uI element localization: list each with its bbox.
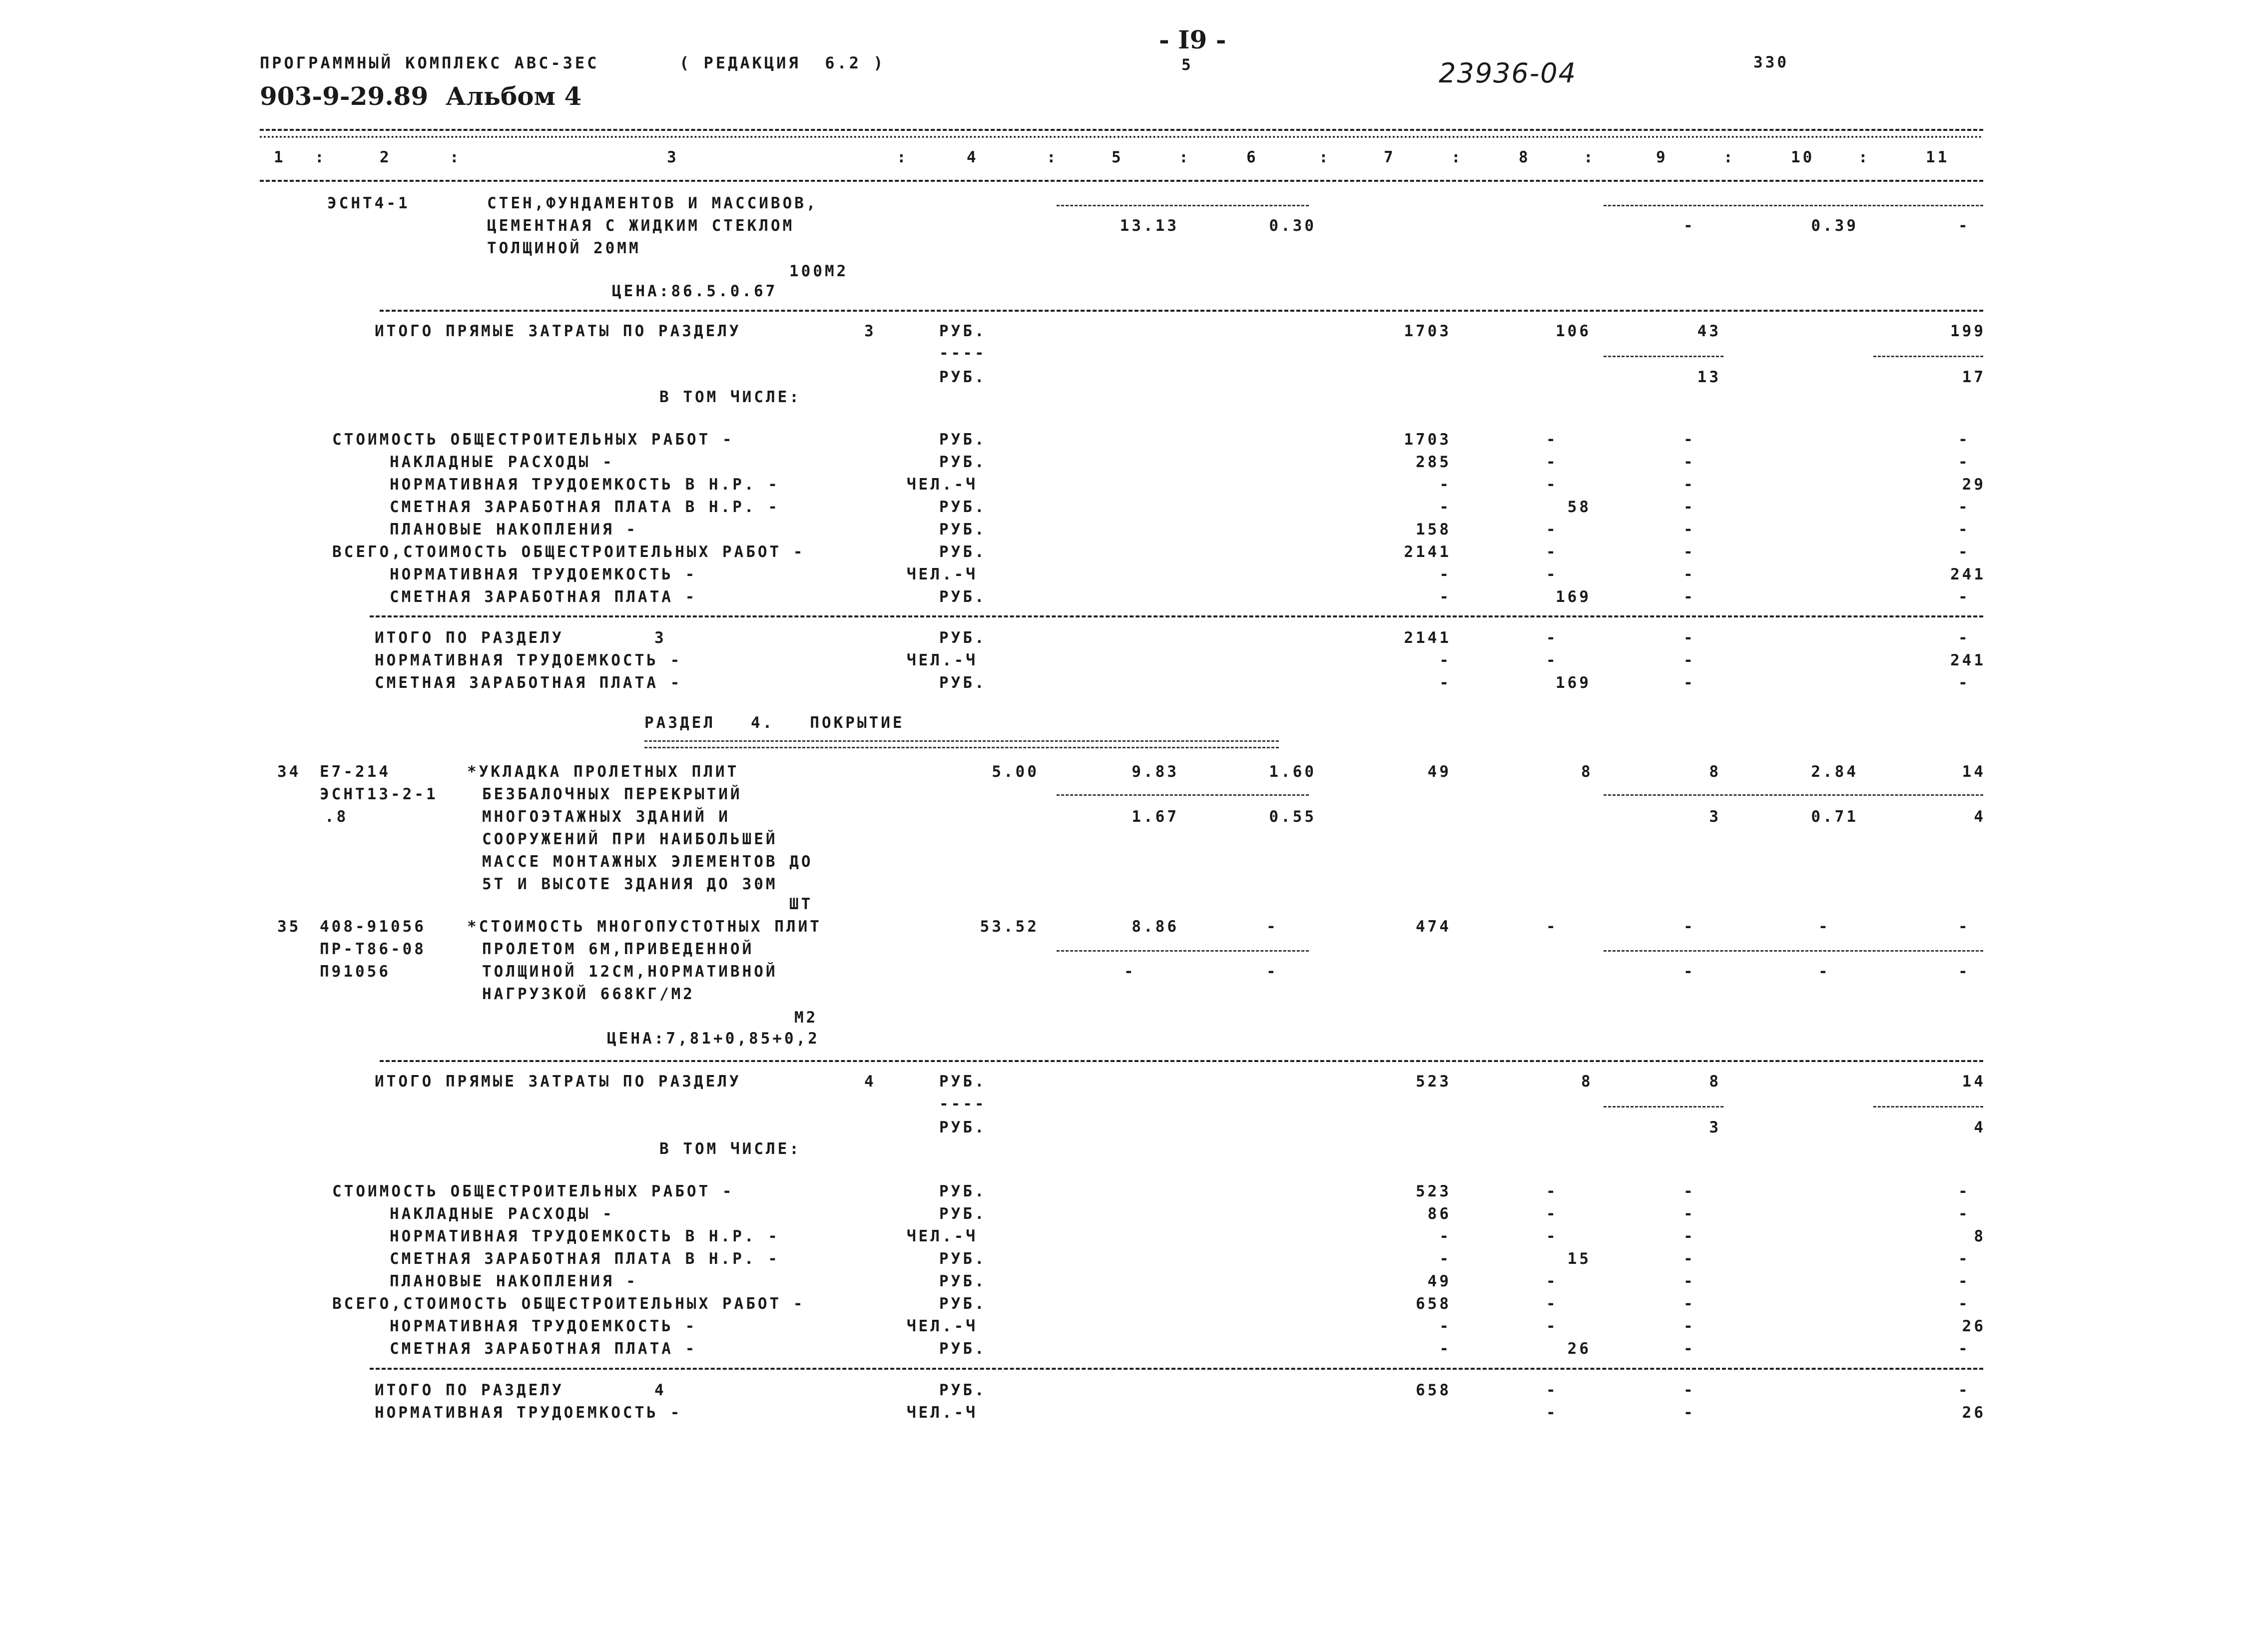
row-label: НАКЛАДНЫЕ РАСХОДЫ - — [390, 453, 614, 471]
row-unit: РУБ. — [939, 1205, 987, 1223]
row-label: НОРМАТИВНАЯ ТРУДОЕМКОСТЬ - — [375, 1404, 682, 1422]
col-separator: : — [315, 148, 327, 166]
cell-value: - — [1683, 918, 1695, 936]
row-unit: ЧЕЛ.-Ч — [907, 1404, 978, 1422]
cell-value: - — [1546, 1272, 1558, 1290]
cell-value: - — [1546, 651, 1558, 669]
item-desc-line: *УКЛАДКА ПРОЛЕТНЫХ ПЛИТ — [467, 763, 739, 781]
col-header: 6 — [1246, 148, 1258, 166]
cell-value: - — [1958, 498, 1970, 516]
cell-value: - — [1683, 1250, 1695, 1268]
cell-value: - — [1683, 1340, 1695, 1358]
row-label: СМЕТНАЯ ЗАРАБОТНАЯ ПЛАТА - — [390, 1340, 697, 1358]
cell-value: 0.39 — [1811, 217, 1858, 235]
sheet-col-number: 5 — [1181, 56, 1193, 74]
cell-value: 106 — [1556, 322, 1591, 340]
direct-costs-section: 4 — [864, 1073, 876, 1091]
cell-value: - — [1546, 1227, 1558, 1245]
col-header: 8 — [1519, 148, 1531, 166]
item-desc-line: ТОЛЩИНОЙ 12СМ,НОРМАТИВНОЙ — [482, 963, 778, 981]
row-unit: РУБ. — [939, 1381, 987, 1399]
cell-value: 15 — [1567, 1250, 1591, 1268]
cell-value: 49 — [1427, 1272, 1451, 1290]
total-section: 3 — [654, 629, 666, 647]
cell-value: 169 — [1556, 674, 1591, 692]
cell-value: - — [1439, 476, 1451, 494]
cell-value: - — [1958, 629, 1970, 647]
cell-value: - — [1683, 1404, 1695, 1422]
including-label: В ТОМ ЧИСЛЕ: — [659, 1140, 801, 1158]
item-price: ЦЕНА:7,81+0,85+0,2 — [607, 1030, 820, 1048]
cell-rule — [1604, 950, 1983, 952]
unit-dash: ---- — [939, 344, 987, 362]
handwritten-code: 23936-04 — [1439, 57, 1577, 89]
cell-value: - — [1546, 521, 1558, 539]
cell-value: - — [1683, 498, 1695, 516]
col-separator: : — [450, 148, 462, 166]
cell-value: - — [1958, 453, 1970, 471]
item-desc-line: МНОГОЭТАЖНЫХ ЗДАНИЙ И — [482, 808, 730, 826]
section-rule — [380, 310, 1983, 312]
item-unit: ШТ — [789, 895, 813, 913]
item-desc-line: БЕЗБАЛОЧНЫХ ПЕРЕКРЫТИЙ — [482, 785, 742, 803]
item-code: ПР-Т86-08 — [320, 940, 426, 958]
cell-value: - — [1546, 1295, 1558, 1313]
direct-costs-label: ИТОГО ПРЯМЫЕ ЗАТРАТЫ ПО РАЗДЕЛУ — [375, 322, 741, 340]
cell-value: - — [1439, 1227, 1451, 1245]
cell-rule — [1057, 205, 1309, 206]
including-label: В ТОМ ЧИСЛЕ: — [659, 388, 801, 406]
row-unit: РУБ. — [939, 629, 987, 647]
cell-value: - — [1546, 1381, 1558, 1399]
item-number: 34 — [277, 763, 301, 781]
cell-value: - — [1818, 963, 1830, 981]
cell-value: - — [1958, 588, 1970, 606]
col-header: 2 — [380, 148, 392, 166]
cell-value: - — [1546, 1404, 1558, 1422]
row-label: НАКЛАДНЫЕ РАСХОДЫ - — [390, 1205, 614, 1223]
cell-value: - — [1546, 543, 1558, 561]
edition-label: ( РЕДАКЦИЯ 6.2 ) — [679, 53, 886, 72]
cell-value: - — [1546, 476, 1558, 494]
col-separator: : — [1858, 148, 1870, 166]
cell-value: 14 — [1962, 763, 1986, 781]
cell-value: - — [1958, 1250, 1970, 1268]
cell-value: - — [1439, 674, 1451, 692]
item-unit: М2 — [794, 1009, 818, 1027]
cell-value: 158 — [1416, 521, 1451, 539]
cell-value: - — [1683, 431, 1695, 449]
cell-value: - — [1683, 1227, 1695, 1245]
cell-value: 8.86 — [1131, 918, 1179, 936]
cell-value: 1703 — [1404, 431, 1451, 449]
row-unit: РУБ. — [939, 498, 987, 516]
entry-desc-line: ТОЛЩИНОЙ 20ММ — [487, 239, 641, 257]
page-number: - I9 - — [1159, 25, 1226, 54]
row-label: ВСЕГО,СТОИМОСТЬ ОБЩЕСТРОИТЕЛЬНЫХ РАБОТ - — [332, 1295, 805, 1313]
row-unit: ЧЕЛ.-Ч — [907, 1227, 978, 1245]
cell-value: - — [1683, 543, 1695, 561]
cell-value: - — [1124, 963, 1136, 981]
cell-rule — [1604, 356, 1723, 357]
col-header: 3 — [667, 148, 679, 166]
section-rule — [380, 1060, 1983, 1062]
cell-value: 474 — [1416, 918, 1451, 936]
cell-value: - — [1683, 1295, 1695, 1313]
cell-value: - — [1546, 918, 1558, 936]
section-title: РАЗДЕЛ 4. ПОКРЫТИЕ — [644, 714, 905, 732]
cell-value: - — [1958, 963, 1970, 981]
cell-value: 9.83 — [1131, 763, 1179, 781]
item-code: Е7-214 — [320, 763, 391, 781]
item-desc-line: МАССЕ МОНТАЖНЫХ ЭЛЕМЕНТОВ ДО — [482, 853, 813, 871]
cell-value: 29 — [1962, 476, 1986, 494]
row-label: НОРМАТИВНАЯ ТРУДОЕМКОСТЬ - — [375, 651, 682, 669]
item-desc-line: НАГРУЗКОЙ 668КГ/М2 — [482, 985, 695, 1003]
cell-rule — [1873, 1106, 1983, 1107]
cell-value: - — [1958, 543, 1970, 561]
row-label: ПЛАНОВЫЕ НАКОПЛЕНИЯ - — [390, 1272, 638, 1290]
cell-value: 2141 — [1404, 543, 1451, 561]
cell-value: 4 — [1974, 1118, 1986, 1136]
col-header: 4 — [967, 148, 979, 166]
col-separator: : — [1584, 148, 1596, 166]
cell-rule — [1057, 794, 1309, 796]
row-label: НОРМАТИВНАЯ ТРУДОЕМКОСТЬ - — [390, 565, 697, 583]
cell-value: 1703 — [1404, 322, 1451, 340]
cell-rule — [1057, 950, 1309, 952]
row-label: СТОИМОСТЬ ОБЩЕСТРОИТЕЛЬНЫХ РАБОТ - — [332, 1182, 734, 1200]
cell-value: - — [1958, 1340, 1970, 1358]
item-code: П91056 — [320, 963, 391, 981]
cell-value: 8 — [1581, 763, 1593, 781]
item-number: 35 — [277, 918, 301, 936]
cell-value: 0.55 — [1269, 808, 1316, 826]
item-code: .8 — [325, 808, 349, 826]
cell-value: - — [1683, 1272, 1695, 1290]
row-label: СМЕТНАЯ ЗАРАБОТНАЯ ПЛАТА - — [390, 588, 697, 606]
cell-value: 58 — [1567, 498, 1591, 516]
cell-value: 0.30 — [1269, 217, 1316, 235]
cell-rule — [1873, 356, 1983, 357]
total-section: 4 — [654, 1381, 666, 1399]
cell-value: - — [1683, 651, 1695, 669]
row-unit: РУБ. — [939, 674, 987, 692]
total-label: ИТОГО ПО РАЗДЕЛУ — [375, 1381, 564, 1399]
direct-costs-label: ИТОГО ПРЯМЫЕ ЗАТРАТЫ ПО РАЗДЕЛУ — [375, 1073, 741, 1091]
right-number: 330 — [1753, 53, 1789, 71]
col-separator: : — [1723, 148, 1735, 166]
cell-value: 523 — [1416, 1182, 1451, 1200]
unit-label: РУБ. — [939, 322, 987, 340]
cell-value: 658 — [1416, 1381, 1451, 1399]
cell-value: 2.84 — [1811, 763, 1858, 781]
cell-value: - — [1683, 476, 1695, 494]
cell-value: 523 — [1416, 1073, 1451, 1091]
cell-value: - — [1546, 431, 1558, 449]
cell-rule — [1604, 205, 1983, 206]
unit-label: РУБ. — [939, 1118, 987, 1136]
cell-value: - — [1439, 565, 1451, 583]
cell-value: 5.00 — [992, 763, 1039, 781]
row-label: СМЕТНАЯ ЗАРАБОТНАЯ ПЛАТА В Н.Р. - — [390, 498, 780, 516]
cell-value: 8 — [1709, 763, 1721, 781]
row-unit: РУБ. — [939, 1295, 987, 1313]
cell-value: 8 — [1581, 1073, 1593, 1091]
header-rule-top — [260, 129, 1983, 131]
row-unit: РУБ. — [939, 453, 987, 471]
cell-value: - — [1958, 217, 1970, 235]
cell-value: - — [1958, 918, 1970, 936]
col-header: 9 — [1656, 148, 1668, 166]
col-header: 7 — [1384, 148, 1396, 166]
row-unit: РУБ. — [939, 1272, 987, 1290]
cell-value: - — [1439, 1317, 1451, 1335]
cell-value: - — [1439, 1340, 1451, 1358]
cell-value: - — [1683, 1182, 1695, 1200]
cell-value: - — [1266, 918, 1278, 936]
cell-value: - — [1546, 1317, 1558, 1335]
item-desc-line: ПРОЛЕТОМ 6М,ПРИВЕДЕННОЙ — [482, 940, 754, 958]
total-label: ИТОГО ПО РАЗДЕЛУ — [375, 629, 564, 647]
row-unit: РУБ. — [939, 1250, 987, 1268]
header-rule-top-2 — [260, 136, 1983, 138]
cell-value: 13 — [1697, 368, 1721, 386]
cell-value: - — [1439, 651, 1451, 669]
unit-label: РУБ. — [939, 1073, 987, 1091]
cell-rule — [1604, 1106, 1723, 1107]
cell-value: - — [1439, 1250, 1451, 1268]
col-separator: : — [1319, 148, 1331, 166]
cell-value: 8 — [1974, 1227, 1986, 1245]
row-unit: РУБ. — [939, 521, 987, 539]
row-label: СТОИМОСТЬ ОБЩЕСТРОИТЕЛЬНЫХ РАБОТ - — [332, 431, 734, 449]
cell-value: 1.67 — [1131, 808, 1179, 826]
cell-value: 2141 — [1404, 629, 1451, 647]
row-label: СМЕТНАЯ ЗАРАБОТНАЯ ПЛАТА - — [375, 674, 682, 692]
cell-value: 3 — [1709, 1118, 1721, 1136]
cell-value: 8 — [1709, 1073, 1721, 1091]
cell-value: - — [1683, 963, 1695, 981]
cell-value: - — [1546, 453, 1558, 471]
row-unit: РУБ. — [939, 1182, 987, 1200]
item-desc-line: 5Т И ВЫСОТЕ ЗДАНИЯ ДО 30М — [482, 875, 778, 893]
entry-desc-line: СТЕН,ФУНДАМЕНТОВ И МАССИВОВ, — [487, 194, 818, 212]
cell-value: - — [1683, 629, 1695, 647]
cell-value: 241 — [1950, 651, 1986, 669]
cell-value: - — [1439, 588, 1451, 606]
row-unit: РУБ. — [939, 1340, 987, 1358]
cell-value: - — [1683, 217, 1695, 235]
row-unit: РУБ. — [939, 543, 987, 561]
program-name: ПРОГРАММНЫЙ КОМПЛЕКС АВС-ЗЕС — [260, 53, 599, 72]
cell-value: - — [1683, 1205, 1695, 1223]
unit-dash: ---- — [939, 1095, 987, 1113]
cell-value: 3 — [1709, 808, 1721, 826]
cell-value: 14 — [1962, 1073, 1986, 1091]
row-label: ПЛАНОВЫЕ НАКОПЛЕНИЯ - — [390, 521, 638, 539]
cell-value: 199 — [1950, 322, 1986, 340]
cell-value: - — [1958, 1205, 1970, 1223]
direct-costs-section: 3 — [864, 322, 876, 340]
cell-value: 26 — [1962, 1404, 1986, 1422]
entry-price: ЦЕНА:86.5.0.67 — [612, 282, 778, 300]
cell-value: 26 — [1962, 1317, 1986, 1335]
cell-value: 86 — [1427, 1205, 1451, 1223]
unit-label: РУБ. — [939, 368, 987, 386]
cell-value: - — [1958, 521, 1970, 539]
cell-value: 658 — [1416, 1295, 1451, 1313]
cell-value: 0.71 — [1811, 808, 1858, 826]
item-desc-line: *СТОИМОСТЬ МНОГОПУСТОТНЫХ ПЛИТ — [467, 918, 822, 936]
row-unit: РУБ. — [939, 431, 987, 449]
row-label: НОРМАТИВНАЯ ТРУДОЕМКОСТЬ В Н.Р. - — [390, 476, 780, 494]
section-rule — [370, 1368, 1983, 1370]
cell-value: - — [1683, 453, 1695, 471]
item-code: ЭСНТ13-2-1 — [320, 785, 438, 803]
cell-value: - — [1958, 1295, 1970, 1313]
col-header: 11 — [1926, 148, 1950, 166]
row-label: СМЕТНАЯ ЗАРАБОТНАЯ ПЛАТА В Н.Р. - — [390, 1250, 780, 1268]
cell-value: 4 — [1974, 808, 1986, 826]
cell-value: - — [1683, 565, 1695, 583]
row-unit: ЧЕЛ.-Ч — [907, 565, 978, 583]
cell-value: 26 — [1567, 1340, 1591, 1358]
cell-value: 17 — [1962, 368, 1986, 386]
row-unit: ЧЕЛ.-Ч — [907, 476, 978, 494]
col-separator: : — [1047, 148, 1059, 166]
cell-value: - — [1683, 1381, 1695, 1399]
cell-value: - — [1683, 588, 1695, 606]
row-unit: ЧЕЛ.-Ч — [907, 1317, 978, 1335]
cell-value: - — [1958, 1182, 1970, 1200]
entry-code: ЭСНТ4-1 — [327, 194, 410, 212]
row-unit: РУБ. — [939, 588, 987, 606]
col-separator: : — [1179, 148, 1191, 166]
item-code: 408-91056 — [320, 918, 426, 936]
cell-value: - — [1958, 1381, 1970, 1399]
row-label: НОРМАТИВНАЯ ТРУДОЕМКОСТЬ - — [390, 1317, 697, 1335]
header-rule-bottom — [260, 180, 1983, 182]
item-desc-line: СООРУЖЕНИЙ ПРИ НАИБОЛЬШЕЙ — [482, 830, 778, 848]
cell-value: - — [1818, 918, 1830, 936]
cell-value: 43 — [1697, 322, 1721, 340]
row-label: НОРМАТИВНАЯ ТРУДОЕМКОСТЬ В Н.Р. - — [390, 1227, 780, 1245]
cell-value: - — [1546, 1205, 1558, 1223]
cell-value: - — [1546, 1182, 1558, 1200]
cell-value: 241 — [1950, 565, 1986, 583]
cell-value: - — [1546, 565, 1558, 583]
entry-unit: 100М2 — [789, 262, 849, 280]
cell-value: - — [1683, 1317, 1695, 1335]
col-header: 1 — [274, 148, 286, 166]
cell-value: 53.52 — [980, 918, 1039, 936]
album-label: 903-9-29.89 Альбом 4 — [260, 81, 582, 111]
section-title-underline — [644, 740, 1279, 748]
cell-value: - — [1683, 521, 1695, 539]
col-header: 10 — [1791, 148, 1815, 166]
entry-desc-line: ЦЕМЕНТНАЯ С ЖИДКИМ СТЕКЛОМ — [487, 217, 795, 235]
cell-value: 285 — [1416, 453, 1451, 471]
col-separator: : — [1451, 148, 1463, 166]
cell-value: - — [1439, 498, 1451, 516]
cell-value: - — [1958, 674, 1970, 692]
cell-value: 49 — [1427, 763, 1451, 781]
cell-value: - — [1546, 629, 1558, 647]
col-separator: : — [897, 148, 909, 166]
cell-rule — [1604, 794, 1983, 796]
cell-value: - — [1958, 431, 1970, 449]
cell-value: - — [1266, 963, 1278, 981]
row-label: ВСЕГО,СТОИМОСТЬ ОБЩЕСТРОИТЕЛЬНЫХ РАБОТ - — [332, 543, 805, 561]
row-unit: ЧЕЛ.-Ч — [907, 651, 978, 669]
cell-value: - — [1683, 674, 1695, 692]
cell-value: 169 — [1556, 588, 1591, 606]
cell-value: 13.13 — [1120, 217, 1179, 235]
col-header: 5 — [1112, 148, 1123, 166]
cell-value: 1.60 — [1269, 763, 1316, 781]
section-rule — [370, 615, 1983, 617]
cell-value: - — [1958, 1272, 1970, 1290]
